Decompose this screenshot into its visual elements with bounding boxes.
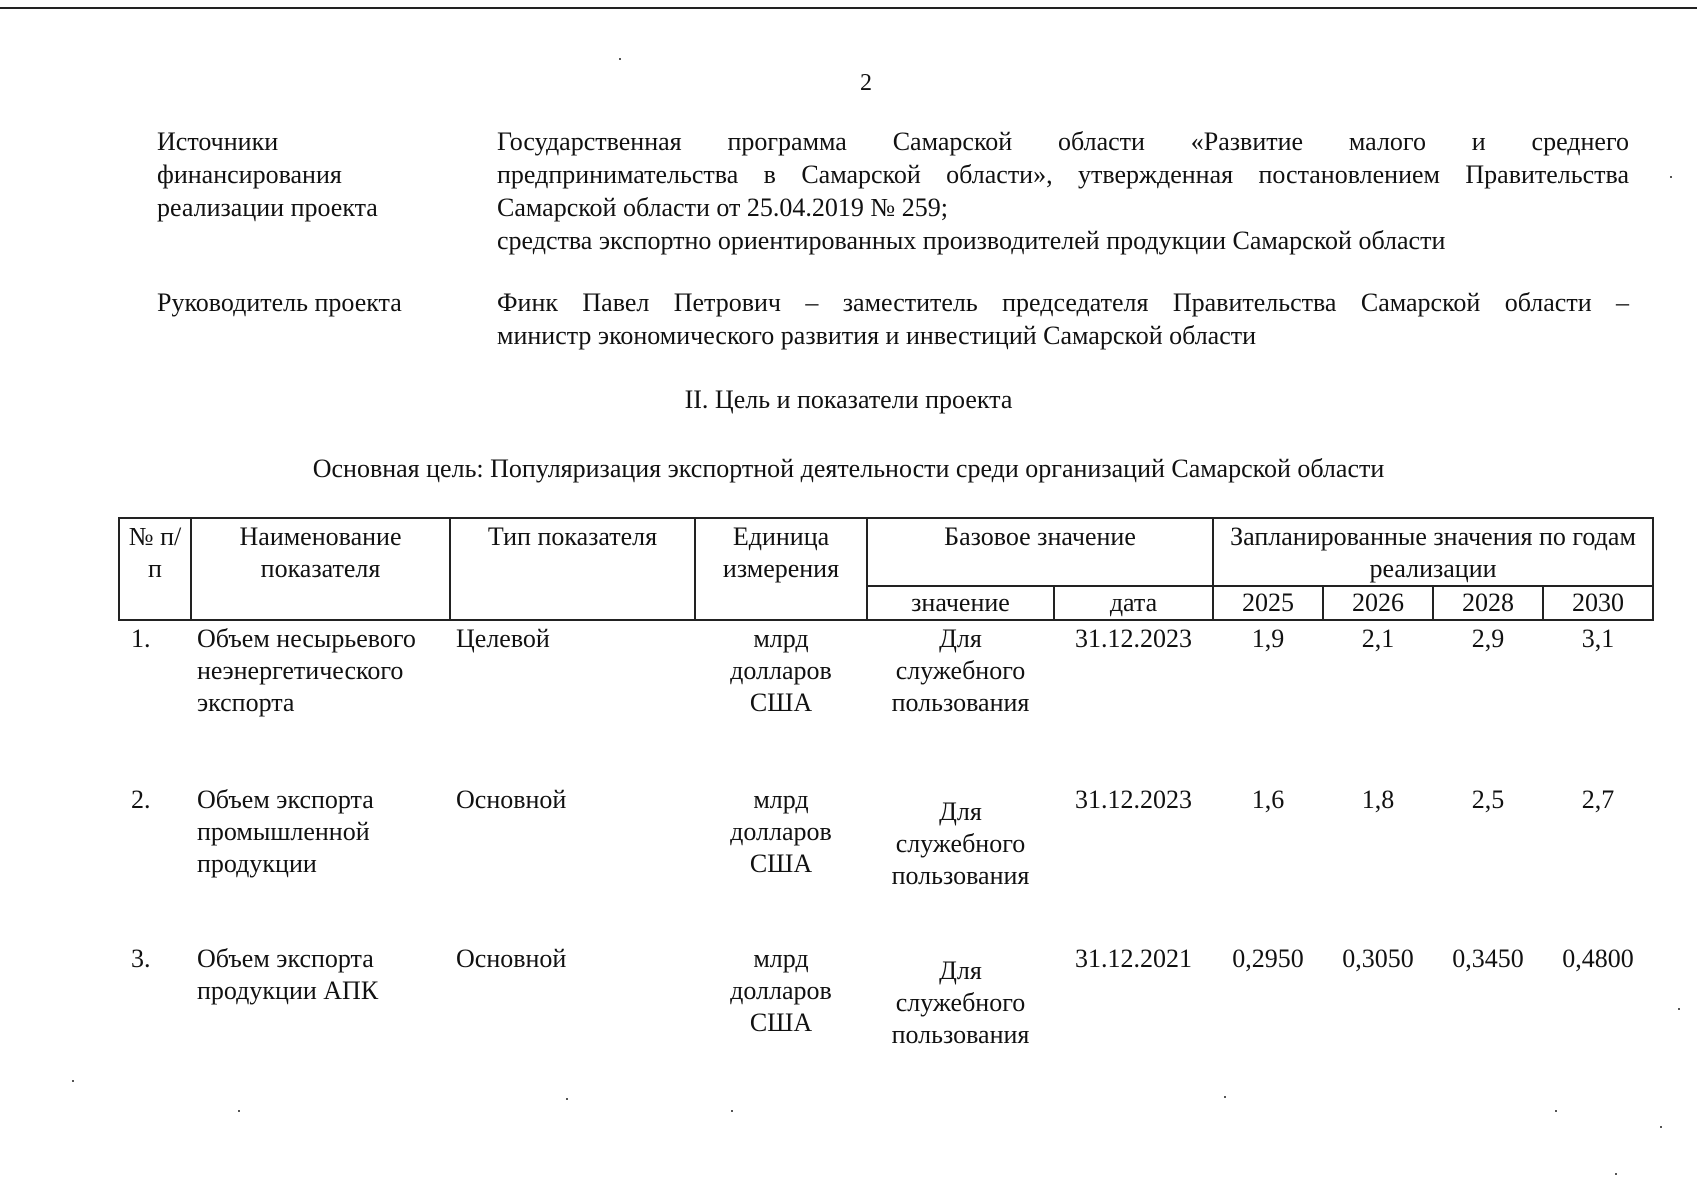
header-type: Тип показателя [450, 518, 695, 620]
row-base-value: Для служебного пользования [891, 797, 1030, 890]
scan-speck [1615, 1173, 1617, 1175]
scan-speck [566, 1098, 568, 1100]
row-unit: млрд долларов США [730, 624, 832, 717]
value-line: министр экономического развития и инвестиций Самарской области [497, 321, 1257, 350]
scan-speck [1670, 176, 1672, 178]
row-base-date: 31.12.2021 [1075, 944, 1192, 973]
row-value: 1,8 [1361, 785, 1395, 814]
scan-speck [1555, 1110, 1557, 1112]
label-line: Источники [157, 127, 279, 156]
row-value: 0,4800 [1562, 944, 1634, 973]
table-row [119, 941, 1653, 1091]
section-title: II. Цель и показатели проекта [684, 385, 1013, 414]
row-value: 2,7 [1581, 785, 1615, 814]
row-value: 2,5 [1471, 785, 1505, 814]
row-value: 3,1 [1581, 624, 1615, 653]
row-value: 2,9 [1471, 624, 1505, 653]
header-year: 2025 [1213, 586, 1323, 620]
value-line: Финк Павел Петрович – заместитель председателя Правительства Самарской области – [497, 288, 1629, 317]
scan-speck [619, 58, 621, 60]
table-row [119, 620, 1653, 782]
value-line: Самарской области от 25.04.2019 № 259; [497, 193, 948, 222]
row-base-date: 31.12.2023 [1075, 785, 1192, 814]
row-type: Основной [456, 785, 567, 814]
header-year: 2028 [1433, 586, 1543, 620]
header-year: 2026 [1323, 586, 1433, 620]
main-goal: Основная цель: Популяризация экспортной деятельности среди организаций Самарской области [312, 454, 1385, 483]
scan-speck [731, 1110, 733, 1112]
row-unit: млрд долларов США [730, 785, 832, 878]
table-row [119, 782, 1653, 941]
row-name: Объем экспорта промышленной продукции [197, 785, 374, 878]
value-line: Государственная программа Самарской области «Развитие малого и среднего [497, 127, 1629, 156]
row-num: 2. [131, 785, 151, 814]
table-header-row [119, 518, 1653, 586]
header-year: 2030 [1543, 586, 1653, 620]
scan-speck [72, 1080, 74, 1082]
value-line: средства экспортно ориентированных производителей продукции Самарской области [497, 226, 1446, 255]
row-base-value: Для служебного пользования [891, 624, 1030, 717]
row-base-value: Для служебного пользования [891, 956, 1030, 1049]
financing-sources-value [497, 125, 1629, 257]
scan-speck [1224, 1096, 1226, 1098]
row-value: 0,2950 [1232, 944, 1304, 973]
header-planned: Запланированные значения по годам реализации [1213, 518, 1653, 586]
row-base-date: 31.12.2023 [1075, 624, 1192, 653]
row-name: Объем экспорта продукции АПК [197, 944, 379, 1005]
project-head-label [157, 286, 487, 319]
row-unit: млрд долларов США [730, 944, 832, 1037]
row-type: Целевой [456, 624, 550, 653]
project-head-value [497, 286, 1629, 352]
header-base-value: значение [867, 586, 1054, 620]
row-value: 0,3050 [1342, 944, 1414, 973]
scan-border-line [0, 7, 1697, 9]
header-name: Наименование показателя [191, 518, 450, 620]
row-value: 1,6 [1251, 785, 1285, 814]
financing-sources-label [157, 125, 487, 224]
row-value: 2,1 [1361, 624, 1395, 653]
row-num: 1. [131, 624, 151, 653]
label-line: Руководитель проекта [157, 288, 402, 317]
row-type: Основной [456, 944, 567, 973]
scan-speck [238, 1110, 240, 1112]
row-value: 1,9 [1251, 624, 1285, 653]
scan-speck [1678, 1008, 1680, 1010]
indicators-table [118, 517, 1654, 1091]
row-name: Объем несырьевого неэнергетического экспорта [197, 624, 416, 717]
label-line: реализации проекта [157, 193, 378, 222]
row-num: 3. [131, 944, 151, 973]
page-number: 2 [860, 70, 872, 96]
header-unit: Единица измерения [695, 518, 867, 620]
row-value: 0,3450 [1452, 944, 1524, 973]
scan-speck [1660, 1126, 1662, 1128]
label-line: финансирования [157, 160, 342, 189]
header-num: № п/п [119, 518, 191, 620]
value-line: предпринимательства в Самарской области», утвержденная постановлением Правительства [497, 160, 1629, 189]
header-base: Базовое значение [867, 518, 1213, 586]
header-base-date: дата [1054, 586, 1213, 620]
